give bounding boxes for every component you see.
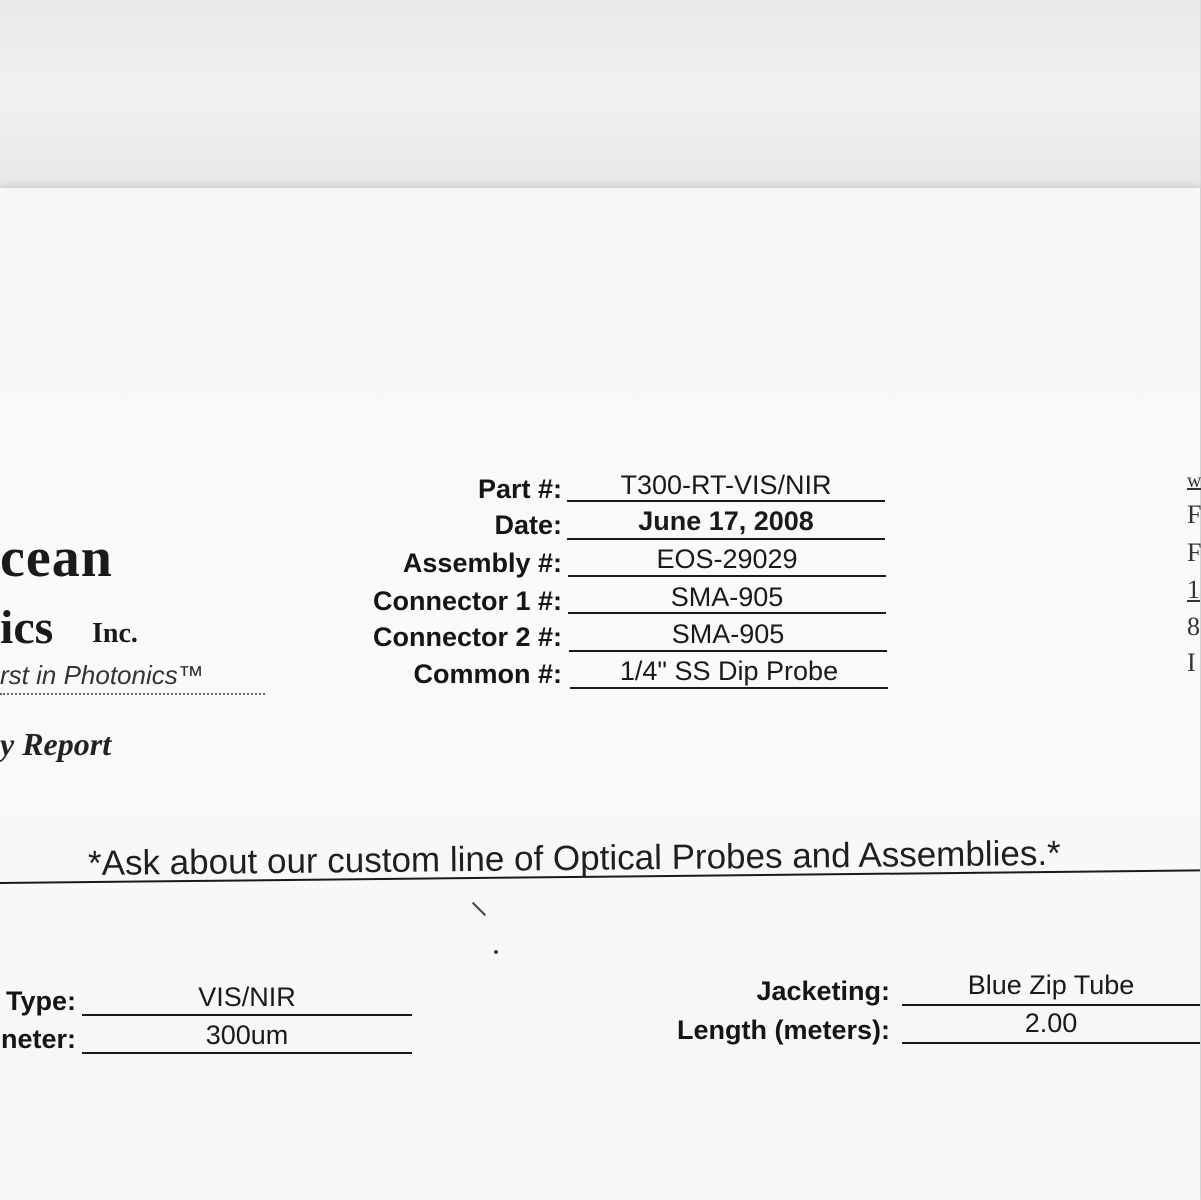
logo-text-line2: ics	[0, 601, 54, 654]
length-value: 2.00	[1024, 1008, 1078, 1038]
custom-line-notice: *Ask about our custom line of Optical Probes and Assemblies.*	[87, 833, 1061, 883]
length-underline	[902, 1042, 1200, 1044]
logo-text-line1: cean	[0, 527, 113, 589]
jacketing-underline	[902, 1004, 1200, 1006]
common-number-label: Common #:	[413, 659, 562, 689]
fiber-diameter-value: 300um	[205, 1020, 289, 1050]
common-number-underline	[570, 687, 888, 689]
connector-2-label: Connector 2 #:	[372, 622, 562, 652]
jacketing-value: Blue Zip Tube	[967, 970, 1135, 1000]
fiber-diameter-underline	[82, 1052, 412, 1054]
pen-dot	[494, 950, 498, 954]
date-label: Date:	[494, 510, 562, 540]
connector-1-label: Connector 1 #:	[372, 586, 562, 616]
background-paper	[0, 0, 1200, 205]
fiber-diameter-label: neter:	[0, 1024, 76, 1054]
edge-glyph: 8	[1187, 612, 1200, 641]
edge-glyph: F	[1187, 500, 1201, 529]
assembly-number-value: EOS-29029	[656, 544, 798, 574]
report-title: y Report	[0, 726, 112, 762]
jacketing-label: Jacketing:	[756, 976, 890, 1006]
edge-glyph: I	[1187, 648, 1196, 677]
date-value: June 17, 2008	[638, 506, 814, 536]
part-number-value: T300-RT-VIS/NIR	[620, 470, 832, 500]
connector-1-value: SMA-905	[670, 582, 784, 612]
assembly-number-underline	[568, 575, 886, 577]
fiber-type-underline	[82, 1014, 412, 1016]
logo-inc: Inc.	[92, 618, 138, 649]
connector-2-value: SMA-905	[671, 619, 785, 649]
length-label: Length (meters):	[676, 1015, 890, 1045]
logo-tagline: rst in Photonics™	[0, 660, 204, 690]
fiber-type-label: Type:	[5, 986, 76, 1016]
edge-glyph: F	[1187, 538, 1201, 567]
edge-glyph: w	[1187, 470, 1201, 492]
fiber-type-value: VIS/NIR	[198, 982, 296, 1012]
part-number-underline	[567, 500, 885, 502]
common-number-value: 1/4" SS Dip Probe	[619, 656, 839, 686]
date-underline	[567, 538, 885, 540]
edge-glyph: 1	[1187, 575, 1200, 604]
part-number-label: Part #:	[477, 474, 562, 504]
assembly-number-label: Assembly #:	[402, 548, 562, 578]
connector-1-underline	[568, 612, 886, 614]
connector-2-underline	[569, 650, 887, 652]
logo-divider	[0, 693, 265, 695]
